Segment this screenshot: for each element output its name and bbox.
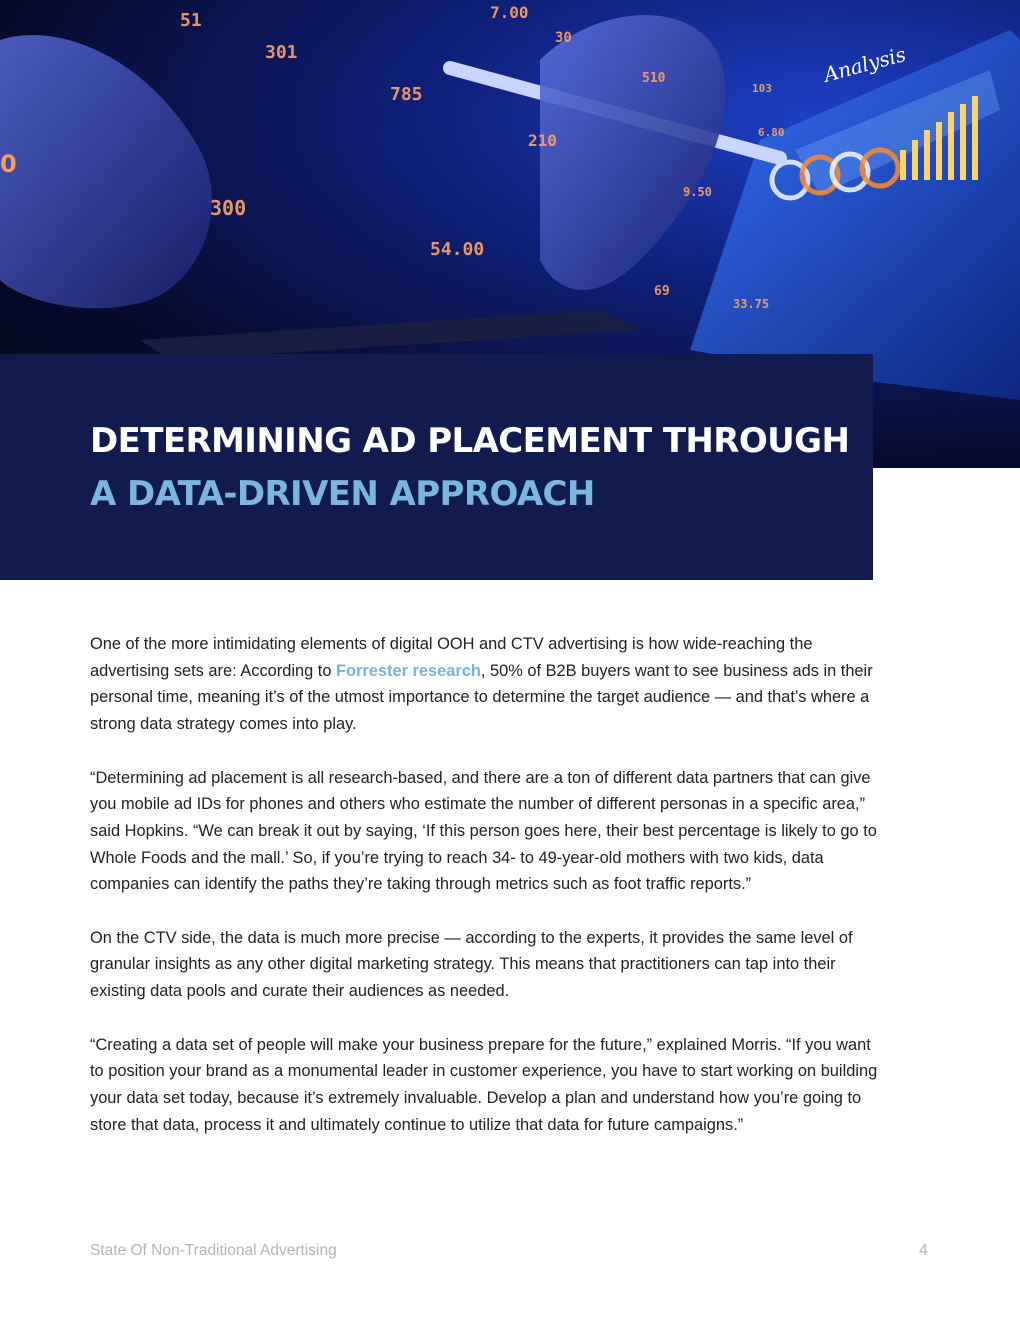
left-hand: [0, 35, 212, 308]
article-body: [90, 631, 880, 1165]
hero-number: 301: [265, 42, 298, 63]
hero-number: 7.00: [490, 3, 529, 22]
hero-number: 33.75: [733, 297, 770, 311]
paragraph-1: One of the more intimidating elements of digital OOH and CTV advertising is how wide-reaching the advertising sets are: According to Forrester research, 50% of B2B buyers want to see business ads in their personal time, meaning it’s of the utmost importance to determine the target audience — and that’s where a strong data strategy comes into play.: [90, 635, 873, 734]
hero-number: 69: [654, 284, 670, 299]
hero-number: 30: [555, 30, 572, 46]
page-number: 4: [919, 1242, 928, 1259]
paragraph-2: “Determining ad placement is all research-based, and there are a ton of different data partners that can give you mobile ad IDs for phones and others who estimate the number of different personas in a specific area,” said Hopkins. “We can break it out by saying, ‘If this person goes here, their best percentage is likely to go to Whole Foods and the mall.’ So, if you’re trying to reach 34- to 49-year-old mothers with two kids, data companies can identify the paths they’re taking through metrics such as foot traffic reports.”: [90, 768, 877, 894]
paragraph-4: “Creating a data set of people will make your business prepare for the future,” explained Morris. “If you want to position your brand as a monumental leader in customer experience, you have to start working on building your data set today, because it’s extremely invaluable. Develop a plan and understand how you’re going to store that data, process it and ultimately continue to utilize that data for future campaigns.”: [90, 1035, 878, 1134]
screen-heading: Analysis: [821, 41, 909, 87]
hero-number: 210: [528, 131, 557, 150]
title-box: [0, 354, 873, 580]
hero-number: 300: [210, 196, 247, 220]
hero-number: 510: [642, 71, 666, 86]
forrester-research-link[interactable]: Forrester research: [336, 661, 481, 680]
hero-number: 51: [180, 10, 202, 31]
hero-number: 54.00: [430, 239, 485, 260]
hero-number: 9.50: [683, 185, 712, 199]
paragraph-3: On the CTV side, the data is much more precise — according to the experts, it provides the same level of granular insights as any other digital marketing strategy. This means that practitioners can tap into their existing data pools and curate their audiences as needed.: [90, 928, 853, 1001]
keyboard: [140, 310, 640, 360]
svg-text:0: 0: [0, 150, 17, 178]
hero-number: 785: [390, 84, 423, 105]
hero-number: 6.80: [758, 126, 785, 139]
page-title-line-1: DETERMINING AD PLACEMENT THROUGH: [90, 421, 850, 461]
footer-doc-title: State Of Non-Traditional Advertising: [90, 1242, 337, 1259]
page-title-line-2: A DATA-DRIVEN APPROACH: [90, 474, 595, 514]
right-hand: [540, 15, 725, 290]
hero-number: 103: [752, 82, 772, 95]
